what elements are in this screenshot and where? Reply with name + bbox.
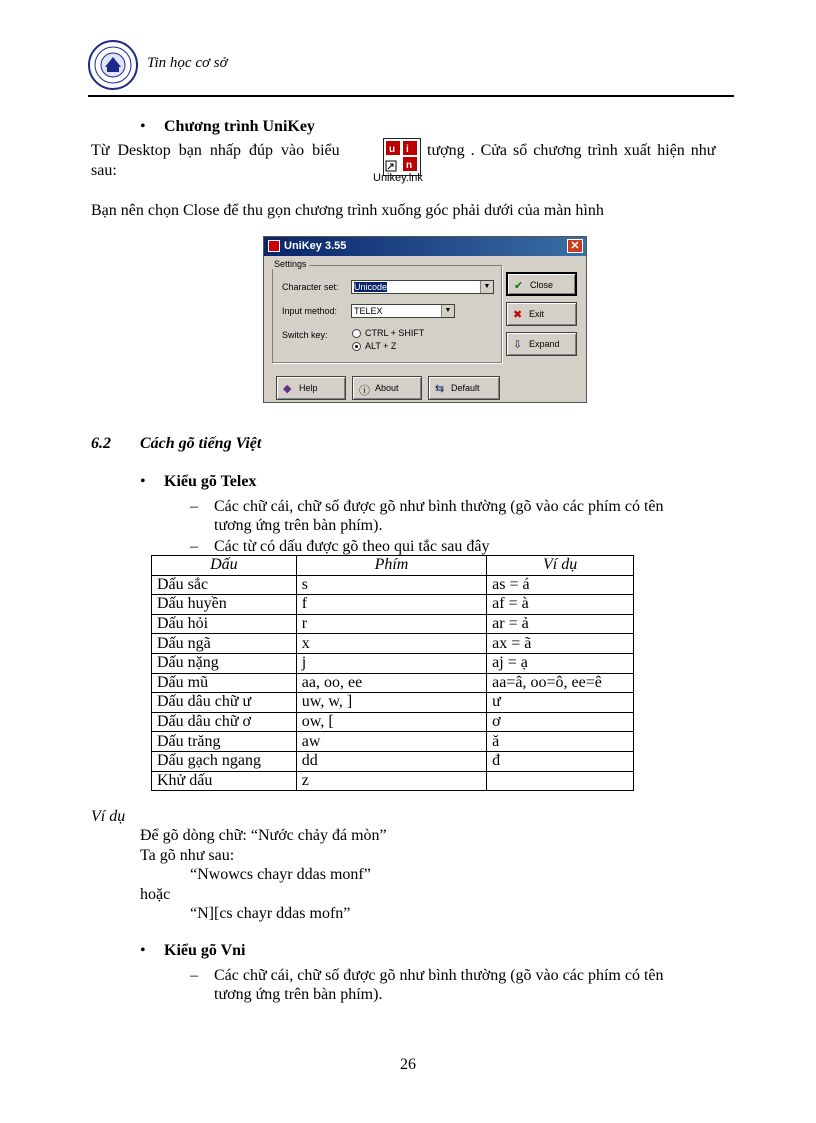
table-row — [152, 732, 634, 752]
table-cell: Dấu mũ — [152, 673, 297, 693]
bullet-dot: • — [140, 473, 146, 490]
help-book-icon: ◆ — [283, 383, 292, 395]
bullet-dot: • — [140, 942, 146, 959]
close-note: Bạn nên chọn Close để thu gọn chương trình xuống góc phải dưới của màn hình — [91, 202, 604, 219]
info-icon: ⓘ — [359, 385, 370, 397]
unikey-heading: Chương trình UniKey — [164, 118, 315, 135]
table-cell: dd — [296, 751, 486, 771]
table-row — [152, 634, 634, 654]
section-number: 6.2 — [91, 435, 111, 452]
example-code1: “Nwowcs chayr ddas monf” — [190, 866, 371, 883]
svg-text:n: n — [406, 160, 413, 171]
expand-button[interactable] — [506, 332, 577, 356]
close-button-label: Close — [530, 280, 554, 290]
unikey-intro-before: Từ Desktop bạn nhấp đúp vào biểu — [91, 142, 340, 159]
table-cell: Dấu trăng — [152, 732, 297, 752]
table-cell: Dấu nặng — [152, 653, 297, 673]
bullet-dot: • — [140, 118, 146, 135]
table-row — [152, 673, 634, 693]
radio-ctrl-shift-label: CTRL + SHIFT — [365, 328, 425, 338]
vni-dash1 — [190, 966, 735, 1004]
table-row — [152, 771, 634, 791]
page-number: 26 — [400, 1056, 416, 1073]
dialog-titlebar — [264, 237, 586, 256]
table-cell: x — [296, 634, 486, 654]
input-method-value: TELEX — [354, 306, 383, 316]
unikey-shortcut-icon — [383, 138, 421, 176]
help-button[interactable] — [276, 376, 346, 400]
table-header: Phím — [296, 556, 486, 576]
table-row — [152, 712, 634, 732]
telex-table — [151, 555, 634, 791]
table-cell — [487, 771, 634, 791]
input-method-select[interactable] — [351, 304, 455, 318]
checkmark-icon: ✔ — [514, 280, 524, 292]
example-or: hoặc — [140, 886, 171, 903]
vni-dash1-line1: Các chữ cái, chữ số được gõ như bình thường (gõ vào các phím có tên — [214, 967, 664, 984]
input-method-label: Input method: — [282, 306, 338, 316]
chevron-down-icon[interactable]: ▼ — [480, 281, 493, 293]
table-row — [152, 693, 634, 713]
settings-label: Settings — [274, 259, 307, 269]
table-cell: j — [296, 653, 486, 673]
table-cell: z — [296, 771, 486, 791]
telex-dash1-line1: Các chữ cái, chữ số được gõ như bình thường (gõ vào các phím có tên — [214, 498, 664, 515]
charset-label: Character set: — [282, 282, 339, 292]
unikey-intro-line2: sau: — [91, 162, 117, 179]
table-cell: Dấu dâu chữ ơ — [152, 712, 297, 732]
charset-value: Unicode — [354, 282, 388, 292]
example-code2: “N][cs chayr ddas mofn” — [190, 905, 351, 922]
expand-arrow-icon: ⇩ — [513, 339, 523, 351]
default-button[interactable] — [428, 376, 500, 400]
example-line1: Để gõ dòng chữ: “Nước chảy đá mòn” — [140, 827, 387, 844]
telex-dash2-text: Các từ có dấu được gõ theo qui tắc sau đây — [214, 538, 490, 555]
dash-marker: – — [190, 538, 198, 555]
unikey-intro-after: tượng . Cửa sổ chương trình xuất hiện như — [427, 142, 716, 159]
table-cell: s — [296, 575, 486, 595]
dialog-close-icon[interactable]: ✕ — [567, 239, 583, 253]
table-cell: uw, w, ] — [296, 693, 486, 713]
table-cell: aa, oo, ee — [296, 673, 486, 693]
table-cell: as = á — [487, 575, 634, 595]
charset-select[interactable] — [351, 280, 494, 294]
table-cell: Dấu ngã — [152, 634, 297, 654]
dash-marker: – — [190, 967, 198, 984]
table-row — [152, 614, 634, 634]
example-label: Ví dụ — [91, 808, 126, 825]
telex-heading: Kiểu gõ Telex — [164, 473, 257, 490]
about-button-label: About — [375, 383, 399, 393]
table-cell: Dấu gạch ngang — [152, 751, 297, 771]
table-cell: ơ — [487, 712, 634, 732]
chevron-down-icon[interactable]: ▼ — [441, 305, 454, 317]
table-cell: ax = ã — [487, 634, 634, 654]
table-cell: ă — [487, 732, 634, 752]
radio-alt-z-label: ALT + Z — [365, 341, 397, 351]
unikey-icon-caption: Unikey.lnk — [373, 172, 423, 184]
table-header: Dấu — [152, 556, 297, 576]
expand-button-label: Expand — [529, 339, 560, 349]
telex-dash1-line2: tương ứng trên bàn phím). — [214, 517, 383, 534]
example-line2: Ta gõ như sau: — [140, 847, 235, 864]
table-cell: Dấu sắc — [152, 575, 297, 595]
exit-button[interactable] — [506, 302, 577, 326]
university-seal-logo — [88, 40, 138, 90]
table-header-row — [152, 556, 634, 576]
svg-text:u: u — [389, 144, 396, 155]
table-row — [152, 751, 634, 771]
table-header: Ví dụ — [487, 556, 634, 576]
header-title: Tin học cơ sở — [147, 55, 228, 71]
table-cell: aw — [296, 732, 486, 752]
vni-dash1-line2: tương ứng trên bàn phím). — [214, 986, 383, 1003]
table-cell: aj = ạ — [487, 653, 634, 673]
table-row — [152, 653, 634, 673]
about-button[interactable] — [352, 376, 422, 400]
dash-marker: – — [190, 498, 198, 515]
default-reset-icon: ⇆ — [435, 383, 445, 395]
switch-key-label: Switch key: — [282, 330, 328, 340]
telex-dash2 — [190, 537, 735, 556]
table-cell: đ — [487, 751, 634, 771]
table-cell: af = à — [487, 595, 634, 615]
unikey-dialog — [263, 236, 587, 403]
table-cell: ar = ả — [487, 614, 634, 634]
table-cell: aa=â, oo=ô, ee=ê — [487, 673, 634, 693]
table-cell: r — [296, 614, 486, 634]
table-row — [152, 575, 634, 595]
vni-heading: Kiểu gõ Vni — [164, 942, 246, 959]
exit-button-label: Exit — [529, 309, 545, 319]
default-button-label: Default — [451, 383, 480, 393]
table-cell: Dấu huyền — [152, 595, 297, 615]
table-cell: Khử dấu — [152, 771, 297, 791]
section-title: Cách gõ tiếng Việt — [140, 435, 262, 452]
table-row — [152, 595, 634, 615]
radio-alt-z[interactable] — [352, 342, 361, 351]
table-cell: ư — [487, 693, 634, 713]
help-button-label: Help — [299, 383, 318, 393]
dialog-title: UniKey 3.55 — [284, 240, 347, 252]
radio-ctrl-shift[interactable] — [352, 329, 361, 338]
table-cell: ow, [ — [296, 712, 486, 732]
unikey-app-icon — [268, 240, 280, 252]
cross-icon: ✖ — [513, 309, 523, 321]
telex-dash1 — [190, 497, 735, 535]
close-button[interactable] — [506, 272, 577, 296]
table-cell: Dấu dâu chữ ư — [152, 693, 297, 713]
table-cell: Dấu hỏi — [152, 614, 297, 634]
header-rule — [88, 95, 734, 97]
table-cell: f — [296, 595, 486, 615]
svg-text:i: i — [406, 144, 409, 155]
